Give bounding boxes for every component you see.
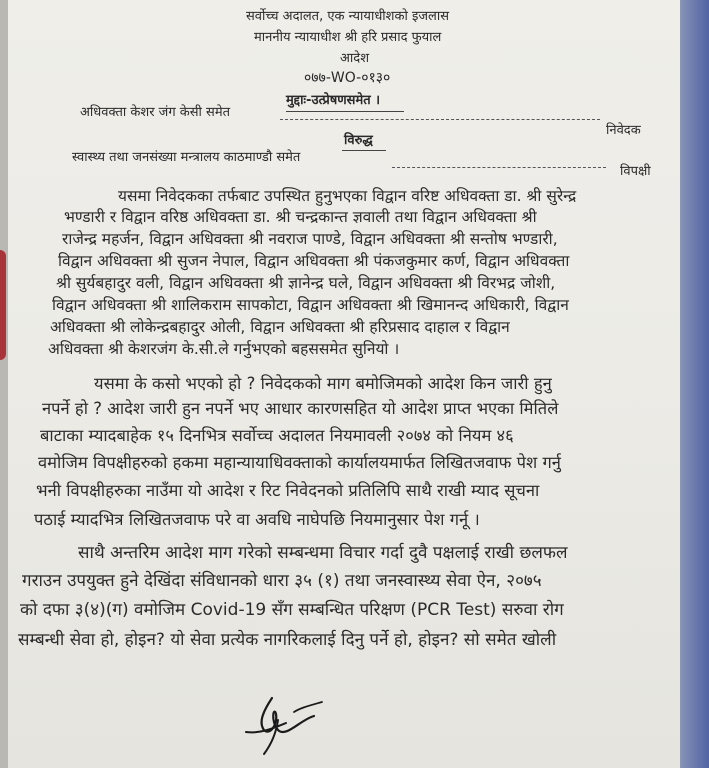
- background-edge-red: [0, 250, 6, 360]
- paragraph-2-line-1: यसमा के कसो भएको हो ? निवेदकको माग बमोजिमको आदेश किन जारी हुनु: [94, 374, 552, 393]
- petitioner-dashes: [280, 119, 600, 120]
- court-order-page: [8, 0, 680, 768]
- paragraph-2-line-5: भनी विपक्षीहरुका नाउँमा यो आदेश र रिट निवेदनको प्रतिलिपि साथै राखी म्याद सूचना: [36, 481, 540, 500]
- paragraph-2-line-2: नपर्ने हो ? आदेश जारी हुन नपर्ने भए आधार कारणसहित यो आदेश प्राप्त भएका मितिले: [42, 399, 559, 418]
- paragraph-1-line-7: अधिवक्ता श्री लोकेन्द्रबहादुर ओली, विद्वान अधिवक्ता श्री हरिप्रसाद दाहाल र विद्वान: [50, 318, 510, 336]
- paragraph-1-line-8: अधिवक्ता श्री केशरजंग के.सी.ले गर्नुभएको बहससमेत सुनियो ।: [48, 340, 400, 358]
- paragraph-1-line-2: भण्डारी र विद्वान वरिष्ठ अधिवक्ता डा. श्री चन्द्रकान्त ज्ञवाली तथा विद्वान अधिवक्ता श्री: [64, 208, 537, 226]
- petitioner-name: अधिवक्ता केशर जंग केसी समेत: [80, 105, 231, 120]
- paragraph-1-line-3: राजेन्द्र महर्जन, विद्वान अधिवक्ता श्री नवराज पाण्डे, विद्वान अधिवक्ता श्री सन्तोष भण्डारी,: [62, 230, 558, 248]
- order-title: आदेश: [340, 51, 370, 66]
- judge-name: माननीय न्यायाधीश श्री हरि प्रसाद फुयाल: [254, 30, 442, 45]
- paragraph-1-line-1: यसमा निवेदकका तर्फबाट उपस्थित हुनुभएका विद्वान वरिष्ट अधिवक्ता डा. श्री सुरेन्द्र: [118, 187, 577, 205]
- paragraph-1-line-5: श्री सुर्यबहादुर वली, विद्वान अधिवक्ता श्री ज्ञानेन्द्र घले, विद्वान अधिवक्ता श्री विरभद्र जोशी,: [56, 274, 556, 292]
- paragraph-2-line-4: वमोजिम विपक्षीहरुको हकमा महान्यायाधिवक्ताको कार्यालयमार्फत लिखितजवाफ पेश गर्नु: [38, 453, 561, 472]
- paragraph-3-line-1: साथै अन्तरिम आदेश माग गरेको सम्बन्धमा विचार गर्दा दुवै पक्षलाई राखी छलफल: [78, 543, 568, 563]
- versus-label: विरुद्ध: [344, 133, 373, 148]
- case-number: ०७७-WO-०१३०: [304, 70, 391, 86]
- signature-mark: [234, 690, 354, 760]
- paragraph-1-line-4: विद्वान अधिवक्ता श्री सुजन नेपाल, विद्वान अधिवक्ता श्री पंकजकुमार कर्ण, विद्वान अधिवक्ता: [58, 252, 570, 270]
- paragraph-2-line-6: पठाई म्यादभित्र लिखितजवाफ परे वा अवधि नाघेपछि नियमानुसार पेश गर्नू ।: [34, 510, 480, 529]
- paragraph-3-line-3: को दफा ३(४)(ग) वमोजिम Covid-19 सँग सम्बन्धित परिक्षण (PCR Test) सरुवा रोग: [20, 600, 564, 620]
- respondent-dashes: [392, 167, 606, 168]
- court-name: सर्वोच्च अदालत, एक न्यायाधीशको इजलास: [246, 9, 449, 24]
- paragraph-2-line-3: बाटाका म्यादबाहेक १५ दिनभित्र सर्वोच्च अदालत नियमावली २०७४ को नियम ४६: [40, 426, 514, 445]
- respondent-name: स्वास्थ्य तथा जनसंख्या मन्त्रालय काठमाण्डौ समेत: [72, 150, 301, 165]
- case-subject: मुद्दाः-उत्प्रेषणसमेत ।: [286, 93, 381, 108]
- paragraph-3-line-4: सम्बन्धी सेवा हो, होइन? यो सेवा प्रत्येक नागरिकलाई दिनु पर्ने हो, होइन? सो समेत खोली: [18, 630, 557, 650]
- paragraph-1-line-6: विद्वान अधिवक्ता श्री शालिकराम सापकोटा, विद्वान अधिवक्ता श्री खिमानन्द अधिकारी, विद्वान: [52, 296, 569, 314]
- petitioner-role: निवेदक: [606, 123, 641, 138]
- versus-underline: [342, 150, 386, 151]
- paragraph-3-line-2: गराउन उपयुक्त हुने देखिंदा संविधानको धारा ३५ (१) तथा जनस्वास्थ्य सेवा ऐन, २०७५: [22, 571, 542, 591]
- respondent-role: विपक्षी: [620, 164, 651, 179]
- subject-underline: [286, 111, 404, 112]
